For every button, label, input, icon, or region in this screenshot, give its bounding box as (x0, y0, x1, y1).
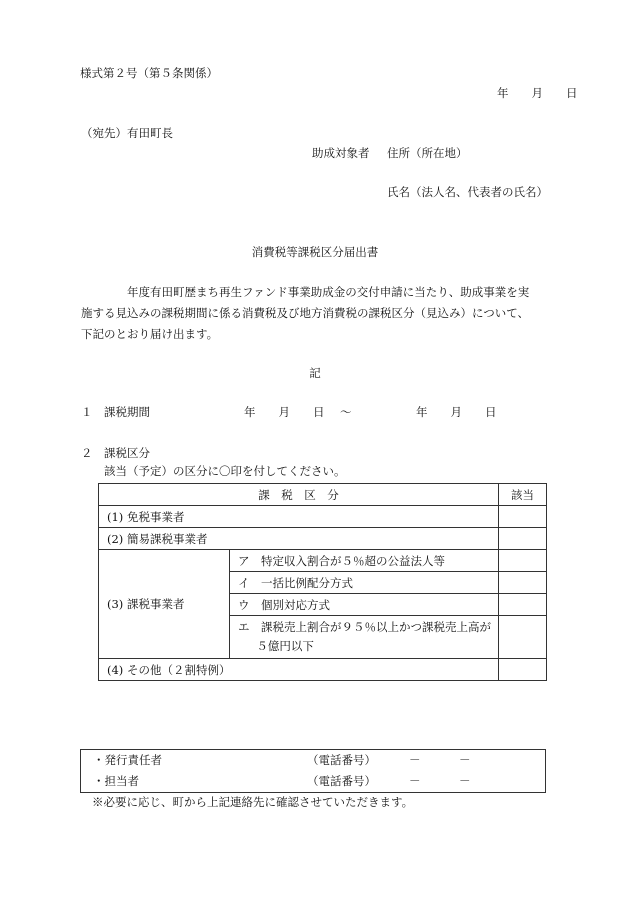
header-category: 課 税 区 分 (99, 484, 499, 506)
header-check: 該当 (499, 484, 547, 506)
row-other: (4) その他（２割特例） (99, 659, 499, 681)
sub-row-i: イ 一括比例配分方式 (230, 572, 499, 594)
sub-row-e-text: エ 課税売上割合が９５％以上かつ課税売上高が５億円以下 (238, 620, 491, 653)
body-line-3: 下記のとおり届け出ます。 (81, 327, 219, 341)
date-line: 年 月 日 (497, 86, 578, 100)
body-line-2: 施する見込みの課税期間に係る消費税及び地方消費税の課税区分（見込み）について、 (81, 306, 530, 320)
check-cell-exempt[interactable] (499, 506, 547, 528)
check-cell-other[interactable] (499, 659, 547, 681)
row-taxable: (3) 課税事業者 (99, 550, 230, 659)
section2-instruction: 該当（予定）の区分に〇印を付してください。 (104, 464, 346, 478)
row-simplified: (2) 簡易課税事業者 (99, 528, 499, 550)
table-header-row (99, 484, 547, 506)
table-row (99, 550, 547, 572)
form-number: 様式第２号（第５条関係） (80, 66, 218, 80)
check-cell-u[interactable] (499, 594, 547, 616)
issuer-phone-label: （電話番号） (307, 753, 376, 767)
issuer-label: ・発行責任者 (93, 753, 162, 767)
table-row (99, 528, 547, 550)
check-cell-simplified[interactable] (499, 528, 547, 550)
person-phone-dash-1: － (409, 774, 421, 788)
tax-category-table (98, 483, 547, 681)
check-cell-e[interactable] (499, 616, 547, 659)
applicant-label: 助成対象者 (312, 146, 370, 160)
section1-label: 課税期間 (104, 405, 150, 419)
section1-number: １ (81, 405, 93, 419)
sub-row-u: ウ 個別対応方式 (230, 594, 499, 616)
period-from: 年 月 日 (244, 405, 325, 419)
period-to: 年 月 日 (416, 405, 497, 419)
sub-row-e (230, 616, 499, 659)
contact-box (80, 749, 546, 793)
person-phone-dash-2: － (459, 774, 471, 788)
table-row (99, 659, 547, 681)
period-tilde: ～ (340, 405, 352, 419)
ki-heading: 記 (309, 366, 321, 380)
section2-number: ２ (81, 446, 93, 460)
addressee: （宛先）有田町長 (81, 126, 173, 140)
table-row (99, 506, 547, 528)
issuer-phone-dash-1: － (409, 753, 421, 767)
document-title: 消費税等課税区分届出書 (251, 245, 379, 259)
check-cell-i[interactable] (499, 572, 547, 594)
body-paragraph (81, 282, 549, 345)
body-line-1: 年度有田町歴まち再生ファンド事業助成金の交付申請に当たり、助成事業を実 (127, 285, 530, 299)
row-exempt: (1) 免税事業者 (99, 506, 499, 528)
sub-row-a: ア 特定収入割合が５％超の公益法人等 (230, 550, 499, 572)
person-phone-label: （電話番号） (307, 774, 376, 788)
person-label: ・担当者 (93, 774, 139, 788)
issuer-phone-dash-2: － (459, 753, 471, 767)
contact-note: ※必要に応じ、町から上記連絡先に確認させていただきます。 (92, 795, 414, 809)
applicant-name-label: 氏名（法人名、代表者の氏名） (387, 185, 548, 199)
check-cell-a[interactable] (499, 550, 547, 572)
applicant-address-label: 住所（所在地） (387, 146, 468, 160)
section2-label: 課税区分 (104, 446, 150, 460)
